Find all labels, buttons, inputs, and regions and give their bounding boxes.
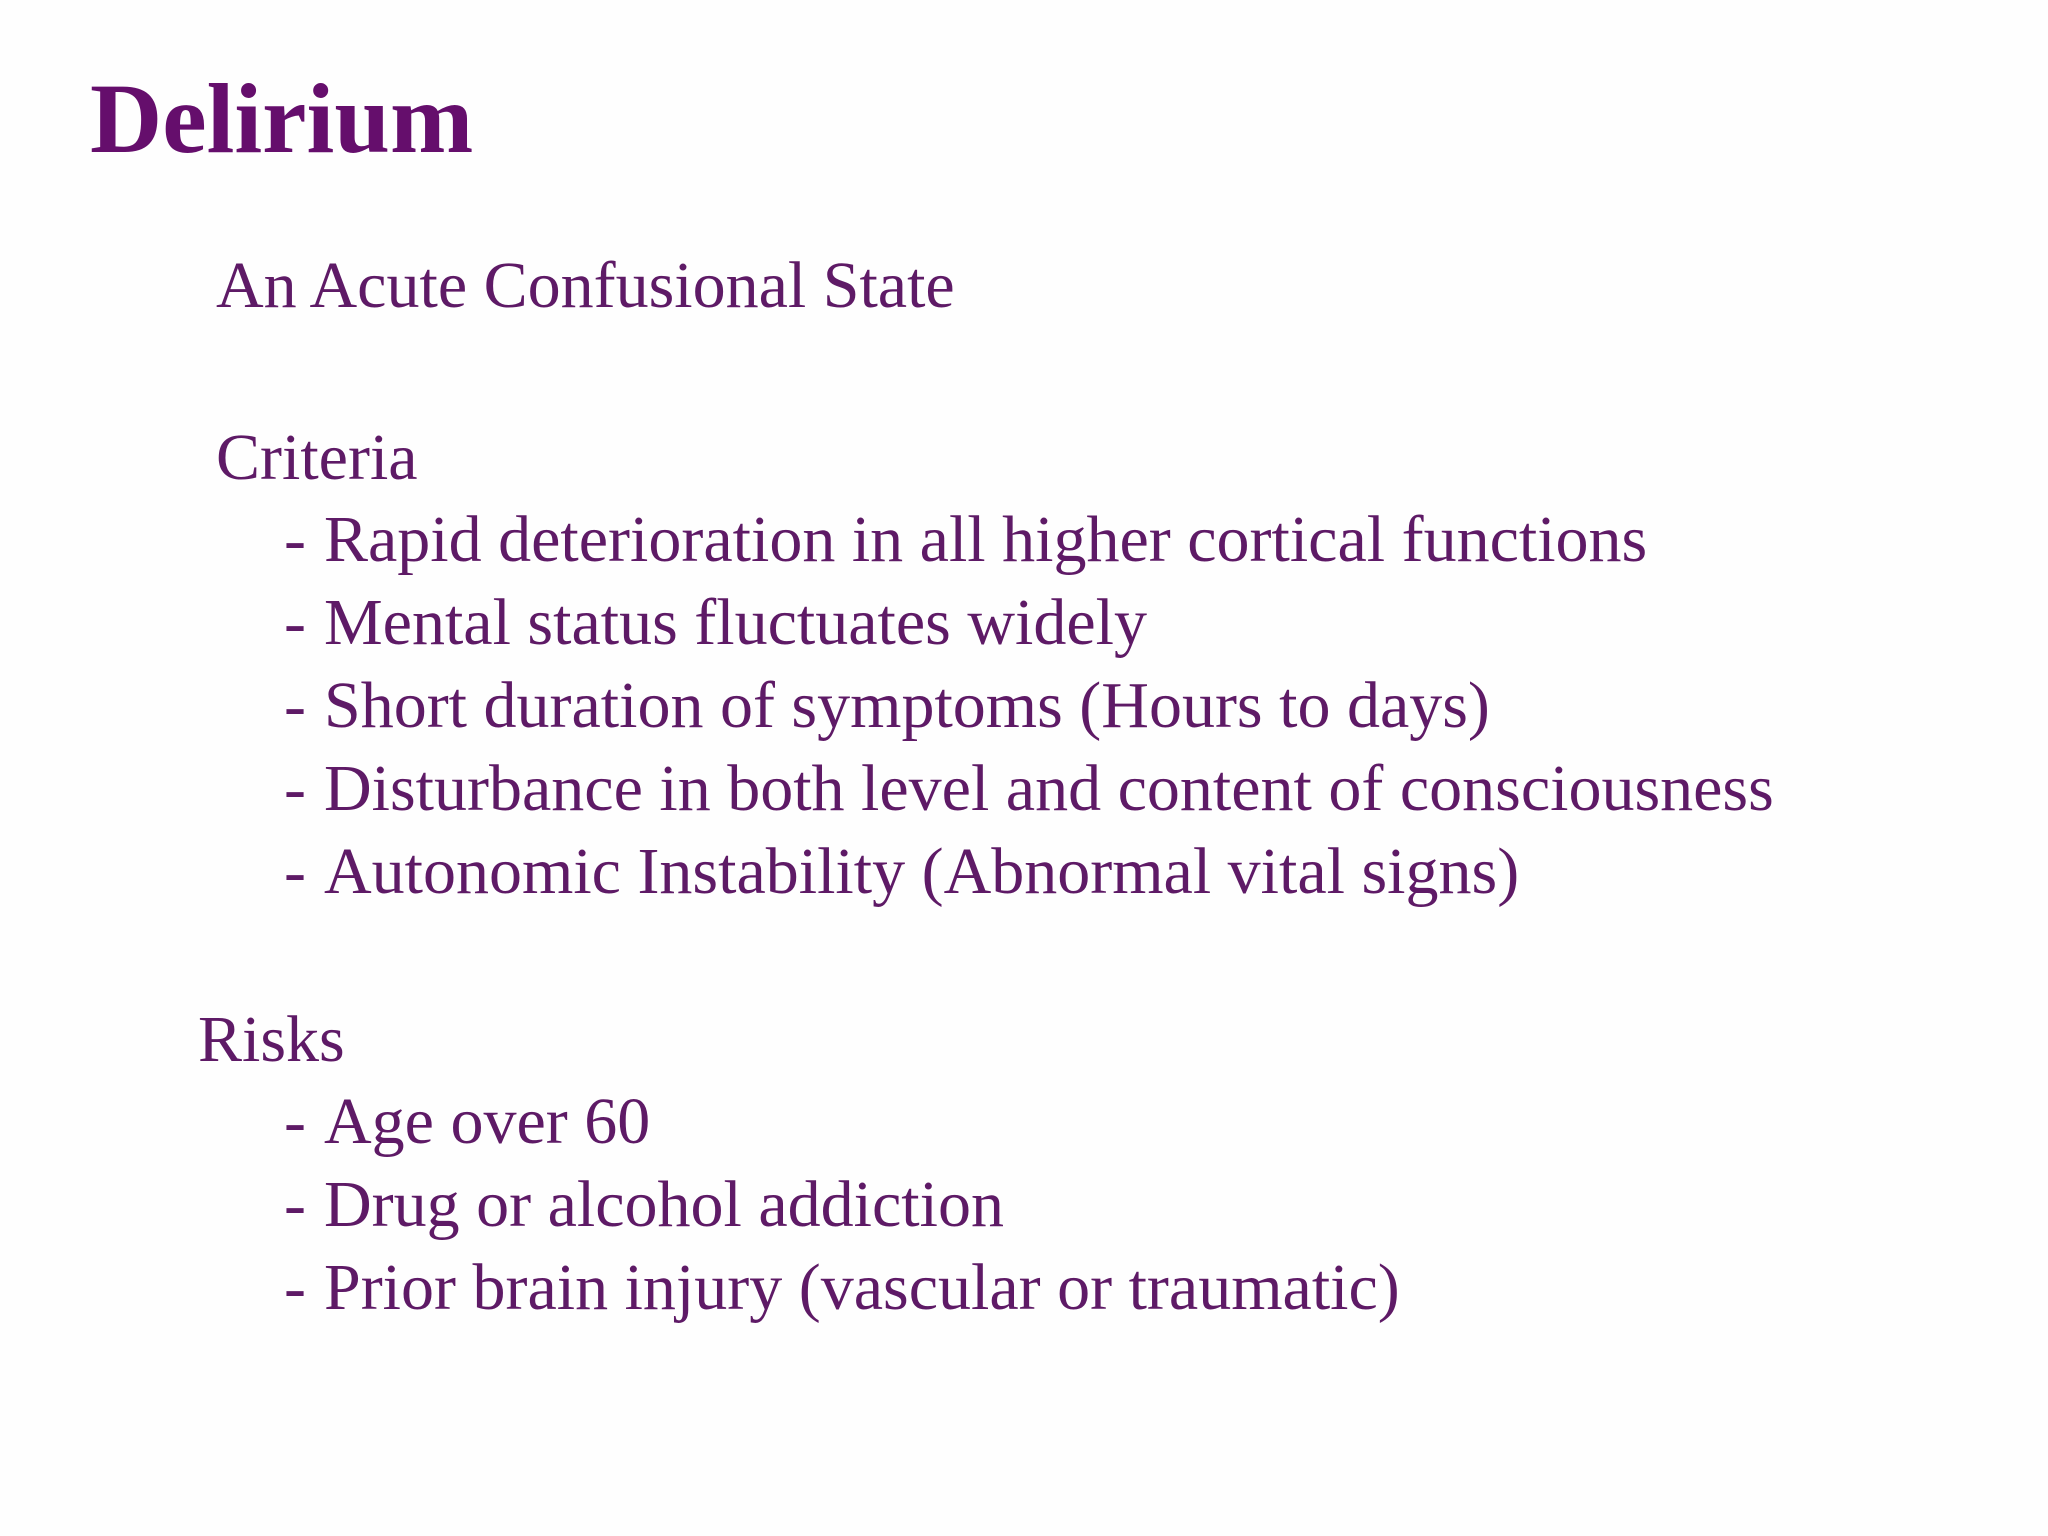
criteria-item-text: Rapid deterioration in all higher cortical functions (323, 503, 1648, 576)
criteria-item (284, 664, 1774, 747)
criteria-item-text: Short duration of symptoms (Hours to days) (323, 669, 1490, 742)
slide-title: Delirium (90, 63, 474, 174)
risks-item-text: Prior brain injury (vascular or traumatic) (323, 1251, 1400, 1324)
criteria-item (284, 830, 1774, 913)
dash-marker: - (284, 669, 306, 742)
criteria-item (284, 498, 1774, 581)
dash-marker: - (284, 1085, 306, 1158)
dash-marker: - (284, 752, 306, 825)
criteria-heading: Criteria (216, 421, 418, 494)
criteria-item (284, 747, 1774, 830)
criteria-item-text: Mental status fluctuates widely (323, 586, 1147, 659)
criteria-item-text: Autonomic Instability (Abnormal vital signs) (323, 835, 1520, 908)
criteria-item-text: Disturbance in both level and content of consciousness (323, 752, 1774, 825)
slide-subtitle: An Acute Confusional State (216, 249, 955, 322)
dash-marker: - (284, 1168, 306, 1241)
risks-item-text: Age over 60 (323, 1085, 651, 1158)
dash-marker: - (284, 1251, 306, 1324)
dash-marker: - (284, 835, 306, 908)
criteria-list (284, 498, 1774, 913)
risks-item (284, 1080, 1400, 1163)
dash-marker: - (284, 586, 306, 659)
risks-item (284, 1246, 1400, 1329)
dash-marker: - (284, 503, 306, 576)
risks-list (284, 1080, 1400, 1329)
risks-heading: Risks (198, 1003, 345, 1076)
criteria-item (284, 581, 1774, 664)
risks-item-text: Drug or alcohol addiction (323, 1168, 1004, 1241)
risks-item (284, 1163, 1400, 1246)
